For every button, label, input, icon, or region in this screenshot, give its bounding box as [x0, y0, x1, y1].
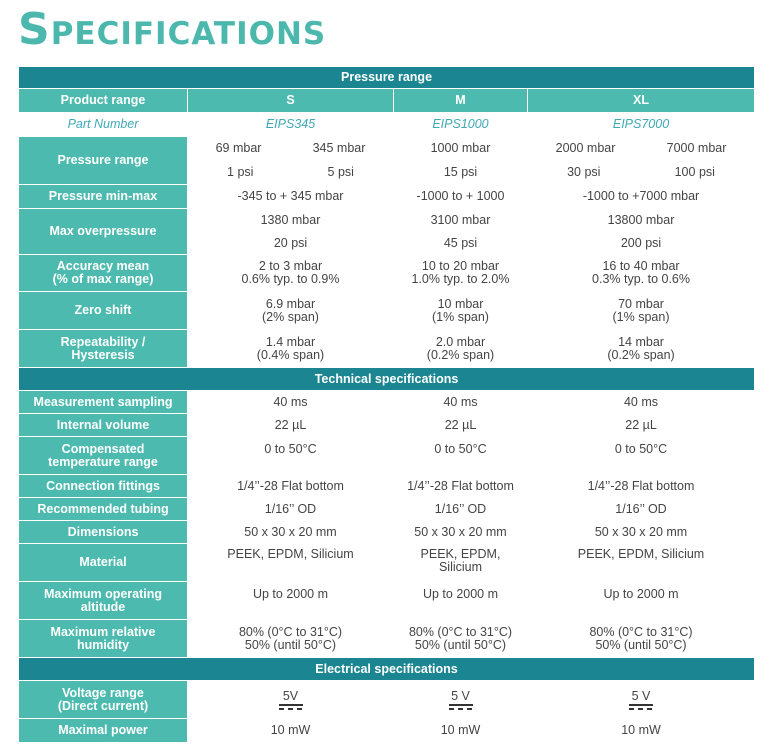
material-xl: PEEK, EPDM, Silicium	[528, 544, 755, 582]
table-row	[19, 521, 755, 544]
voltage-xl	[528, 681, 755, 719]
pressure-range-xl-psi	[528, 161, 755, 185]
part-number-m: EIPS1000	[394, 113, 528, 137]
internal-volume-xl: 22 µL	[528, 414, 755, 437]
zero-shift-s	[188, 292, 394, 330]
fittings-xl: 1/4’’-28 Flat bottom	[528, 475, 755, 498]
value-line: (1% span)	[612, 309, 670, 324]
value-line: (0.2% span)	[607, 347, 675, 362]
table-row	[19, 113, 755, 137]
fittings-s: 1/4’’-28 Flat bottom	[188, 475, 394, 498]
comp-temp-s: 0 to 50°C	[188, 437, 394, 475]
value-text: 2000 mbar	[555, 141, 616, 155]
value-line: 80% (0°C to 31°C)	[408, 624, 513, 639]
overpressure-s-mbar: 1380 mbar	[188, 209, 394, 232]
direct-current-icon	[279, 704, 303, 710]
accuracy-m	[394, 255, 528, 292]
material-m	[394, 544, 528, 582]
row-label-voltage	[19, 681, 188, 719]
row-label-accuracy	[19, 255, 188, 292]
power-xl: 10 mW	[528, 719, 755, 743]
section-header-pressure: Pressure range	[19, 67, 755, 89]
part-number-s: EIPS345	[188, 113, 394, 137]
value-line: 16 to 40 mbar	[602, 259, 680, 273]
repeatability-m	[394, 330, 528, 368]
table-row	[19, 681, 755, 719]
row-label-fittings: Connection fittings	[19, 475, 188, 498]
accuracy-xl	[528, 255, 755, 292]
table-row	[19, 544, 755, 582]
value-line: (0.4% span)	[256, 347, 325, 362]
section-header-row	[19, 67, 755, 89]
sampling-m: 40 ms	[394, 391, 528, 414]
label-line: humidity	[76, 637, 130, 652]
table-row	[19, 437, 755, 475]
pressure-range-s-mbar	[188, 137, 394, 161]
row-label-zero-shift: Zero shift	[19, 292, 188, 330]
column-header-m: M	[394, 89, 528, 113]
column-header-s: S	[188, 89, 394, 113]
column-header-row	[19, 89, 755, 113]
value-line: 80% (0°C to 31°C)	[589, 624, 693, 639]
direct-current-icon	[449, 704, 473, 710]
value-line: (2% span)	[262, 309, 319, 324]
pressure-minmax-s: -345 to + 345 mbar	[188, 185, 394, 209]
table-row	[19, 582, 755, 620]
section-header-electrical: Electrical specifications	[19, 658, 755, 681]
value-line: 6.9 mbar	[265, 296, 316, 311]
label-line: Accuracy mean	[56, 259, 150, 273]
value-line: (0.2% span)	[426, 347, 495, 362]
label-line: altitude	[80, 599, 126, 614]
value-line: PEEK, EPDM,	[420, 547, 501, 561]
table-row	[19, 498, 755, 521]
value-text: 345 mbar	[312, 141, 366, 155]
altitude-s: Up to 2000 m	[188, 582, 394, 620]
section-header-row	[19, 368, 755, 391]
comp-temp-xl: 0 to 50°C	[528, 437, 755, 475]
value-line: (1% span)	[432, 309, 489, 324]
humidity-xl	[528, 620, 755, 658]
table-row	[19, 209, 755, 232]
tubing-s: 1/16’’ OD	[188, 498, 394, 521]
row-label-compensated-temperature	[19, 437, 188, 475]
row-label-tubing: Recommended tubing	[19, 498, 188, 521]
value-line: 10 mbar	[437, 296, 484, 311]
comp-temp-m: 0 to 50°C	[394, 437, 528, 475]
overpressure-m-mbar: 3100 mbar	[394, 209, 528, 232]
row-label-altitude	[19, 582, 188, 620]
value-text: 7000 mbar	[666, 141, 727, 155]
column-header-label: Product range	[19, 89, 188, 113]
internal-volume-m: 22 µL	[394, 414, 528, 437]
table-row	[19, 255, 755, 292]
direct-current-icon	[629, 704, 653, 710]
label-line: Voltage range	[62, 685, 144, 700]
value-line: 70 mbar	[618, 296, 664, 311]
value-line: 10 to 20 mbar	[421, 259, 500, 273]
row-label-sampling: Measurement sampling	[19, 391, 188, 414]
repeatability-s	[188, 330, 394, 368]
power-s: 10 mW	[188, 719, 394, 743]
altitude-m: Up to 2000 m	[394, 582, 528, 620]
table-row	[19, 475, 755, 498]
table-row	[19, 330, 755, 368]
value-line: 50% (until 50°C)	[414, 637, 507, 652]
value-line: Silicium	[438, 560, 483, 574]
humidity-m	[394, 620, 528, 658]
label-line: Maximum operating	[43, 586, 163, 601]
value-line: 2 to 3 mbar	[258, 259, 323, 273]
pressure-range-xl-mbar	[528, 137, 755, 161]
value-text: 30 psi	[567, 165, 601, 179]
tubing-xl: 1/16’’ OD	[528, 498, 755, 521]
row-label-pressure-minmax: Pressure min-max	[19, 185, 188, 209]
row-label-pressure-range: Pressure range	[19, 137, 188, 185]
label-line: Maximum relative	[50, 624, 156, 639]
value-text: 5 psi	[327, 165, 354, 179]
section-header-row	[19, 658, 755, 681]
section-header-technical: Technical specifications	[19, 368, 755, 391]
altitude-xl: Up to 2000 m	[528, 582, 755, 620]
overpressure-xl-psi: 200 psi	[528, 232, 755, 255]
material-s: PEEK, EPDM, Silicium	[188, 544, 394, 582]
pressure-minmax-xl: -1000 to +7000 mbar	[528, 185, 755, 209]
voltage-value: 5 V	[451, 688, 470, 703]
row-label-internal-volume: Internal volume	[19, 414, 188, 437]
row-label-part-number: Part Number	[19, 113, 188, 137]
value-line: 0.3% typ. to 0.6%	[592, 272, 690, 286]
voltage-s	[188, 681, 394, 719]
table-row	[19, 719, 755, 743]
value-line: 0.6% typ. to 0.9%	[241, 272, 340, 286]
table-row	[19, 391, 755, 414]
fittings-m: 1/4’’-28 Flat bottom	[394, 475, 528, 498]
power-m: 10 mW	[394, 719, 528, 743]
humidity-s	[188, 620, 394, 658]
sampling-xl: 40 ms	[528, 391, 755, 414]
row-label-material: Material	[19, 544, 188, 582]
specifications-table	[18, 66, 755, 743]
table-row	[19, 137, 755, 161]
row-label-max-overpressure: Max overpressure	[19, 209, 188, 255]
value-line: 50% (until 50°C)	[244, 637, 337, 652]
table-row	[19, 620, 755, 658]
zero-shift-m	[394, 292, 528, 330]
column-header-xl: XL	[528, 89, 755, 113]
tubing-m: 1/16’’ OD	[394, 498, 528, 521]
value-line: 1.4 mbar	[265, 334, 316, 349]
voltage-value: 5V	[282, 688, 299, 703]
dimensions-s: 50 x 30 x 20 mm	[188, 521, 394, 544]
overpressure-xl-mbar: 13800 mbar	[528, 209, 755, 232]
value-line: 80% (0°C to 31°C)	[238, 624, 343, 639]
row-label-power: Maximal power	[19, 719, 188, 743]
value-line: 50% (until 50°C)	[595, 637, 687, 652]
label-line: Repeatability /	[60, 334, 146, 349]
value-line: 14 mbar	[618, 334, 664, 349]
value-text: 69 mbar	[215, 141, 262, 155]
table-row	[19, 292, 755, 330]
value-line: 2.0 mbar	[435, 334, 486, 349]
dimensions-m: 50 x 30 x 20 mm	[394, 521, 528, 544]
row-label-dimensions: Dimensions	[19, 521, 188, 544]
page-title: Specifications	[18, 4, 327, 55]
label-line: (% of max range)	[52, 272, 154, 286]
value-line: 1.0% typ. to 2.0%	[411, 272, 510, 286]
table-row	[19, 414, 755, 437]
pressure-range-s-psi	[188, 161, 394, 185]
row-label-repeatability	[19, 330, 188, 368]
repeatability-xl	[528, 330, 755, 368]
part-number-xl: EIPS7000	[528, 113, 755, 137]
label-line: Hysteresis	[71, 347, 135, 362]
overpressure-s-psi: 20 psi	[188, 232, 394, 255]
label-line: Compensated	[61, 441, 145, 456]
pressure-range-m-psi: 15 psi	[394, 161, 528, 185]
table-row	[19, 185, 755, 209]
internal-volume-s: 22 µL	[188, 414, 394, 437]
zero-shift-xl	[528, 292, 755, 330]
label-line: (Direct current)	[57, 698, 149, 713]
row-label-humidity	[19, 620, 188, 658]
sampling-s: 40 ms	[188, 391, 394, 414]
dimensions-xl: 50 x 30 x 20 mm	[528, 521, 755, 544]
value-text: 1 psi	[227, 165, 254, 179]
overpressure-m-psi: 45 psi	[394, 232, 528, 255]
voltage-m	[394, 681, 528, 719]
label-line: temperature range	[48, 454, 158, 469]
value-text: 100 psi	[674, 165, 715, 179]
pressure-range-m-mbar: 1000 mbar	[394, 137, 528, 161]
pressure-minmax-m: -1000 to + 1000	[394, 185, 528, 209]
accuracy-s	[188, 255, 394, 292]
voltage-value: 5 V	[631, 688, 651, 703]
